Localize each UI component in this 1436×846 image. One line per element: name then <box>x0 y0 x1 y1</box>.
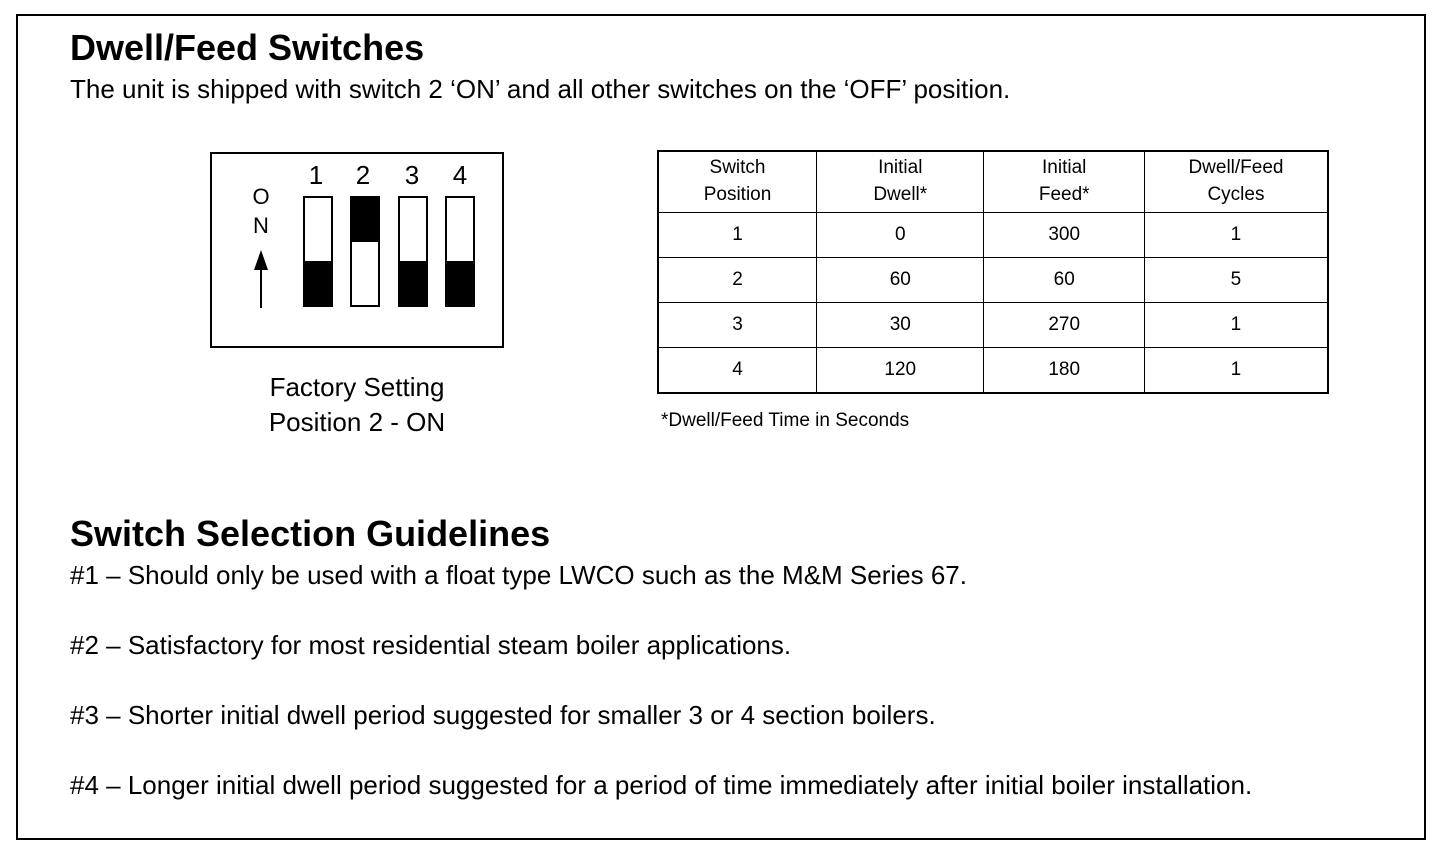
table-cell: 60 <box>817 257 984 302</box>
header-initial-feed: Initial Feed* <box>984 151 1144 213</box>
section-heading-guidelines: Switch Selection Guidelines <box>70 513 551 554</box>
table-cell: 120 <box>817 347 984 393</box>
on-label-o: O <box>252 184 270 209</box>
table-cell: 0 <box>817 213 984 258</box>
switch-number-1: 1 <box>308 160 324 190</box>
dip-switch-4 <box>445 196 475 307</box>
switch-knob <box>447 261 473 305</box>
table-cell: 1 <box>1144 213 1328 258</box>
intro-text: The unit is shipped with switch 2 ‘ON’ and all other switches on the ‘OFF’ position. <box>70 74 1011 104</box>
table-cell: 2 <box>658 257 817 302</box>
table-cell: 4 <box>658 347 817 393</box>
table-cell: 1 <box>1144 302 1328 347</box>
switch-knob <box>305 261 331 305</box>
switch-knob <box>352 198 378 242</box>
table-footnote: *Dwell/Feed Time in Seconds <box>661 410 910 431</box>
guideline-item-4: #4 – Longer initial dwell period suggested for a period of time immediately after initial boiler installation. <box>70 770 1253 800</box>
table-cell: 1 <box>658 213 817 258</box>
table-row <box>658 302 1328 347</box>
section-heading-dwell-feed: Dwell/Feed Switches <box>70 27 425 68</box>
table-cell: 180 <box>984 347 1144 393</box>
header-cycles: Dwell/Feed Cycles <box>1144 151 1328 213</box>
dip-switch-3 <box>398 196 428 307</box>
header-switch-position: Switch Position <box>658 151 817 213</box>
header-initial-dwell: Initial Dwell* <box>817 151 984 213</box>
table-row <box>658 213 1328 258</box>
on-label-n: N <box>253 213 269 238</box>
up-arrow-shaft <box>260 262 262 308</box>
diagram-caption-line1: Factory Setting <box>269 372 445 402</box>
table-cell: 30 <box>817 302 984 347</box>
dip-switch-1 <box>303 196 333 307</box>
table-header-row <box>658 151 1328 213</box>
switch-number-2: 2 <box>355 160 371 190</box>
switch-knob <box>400 261 426 305</box>
switch-number-4: 4 <box>452 160 468 190</box>
guideline-item-2: #2 – Satisfactory for most residential steam boiler applications. <box>70 630 792 660</box>
table-cell: 3 <box>658 302 817 347</box>
table-row <box>658 257 1328 302</box>
table-cell: 60 <box>984 257 1144 302</box>
table-cell: 300 <box>984 213 1144 258</box>
diagram-caption-line2: Position 2 - ON <box>268 407 446 437</box>
table-cell: 270 <box>984 302 1144 347</box>
guideline-item-1: #1 – Should only be used with a float type LWCO such as the M&M Series 67. <box>70 560 967 590</box>
table-cell: 1 <box>1144 347 1328 393</box>
guideline-item-3: #3 – Shorter initial dwell period suggested for smaller 3 or 4 section boilers. <box>70 700 936 730</box>
table-cell: 5 <box>1144 257 1328 302</box>
switch-number-3: 3 <box>404 160 420 190</box>
dwell-feed-table <box>657 150 1329 394</box>
dip-switch-2 <box>350 196 380 307</box>
table-row <box>658 347 1328 393</box>
